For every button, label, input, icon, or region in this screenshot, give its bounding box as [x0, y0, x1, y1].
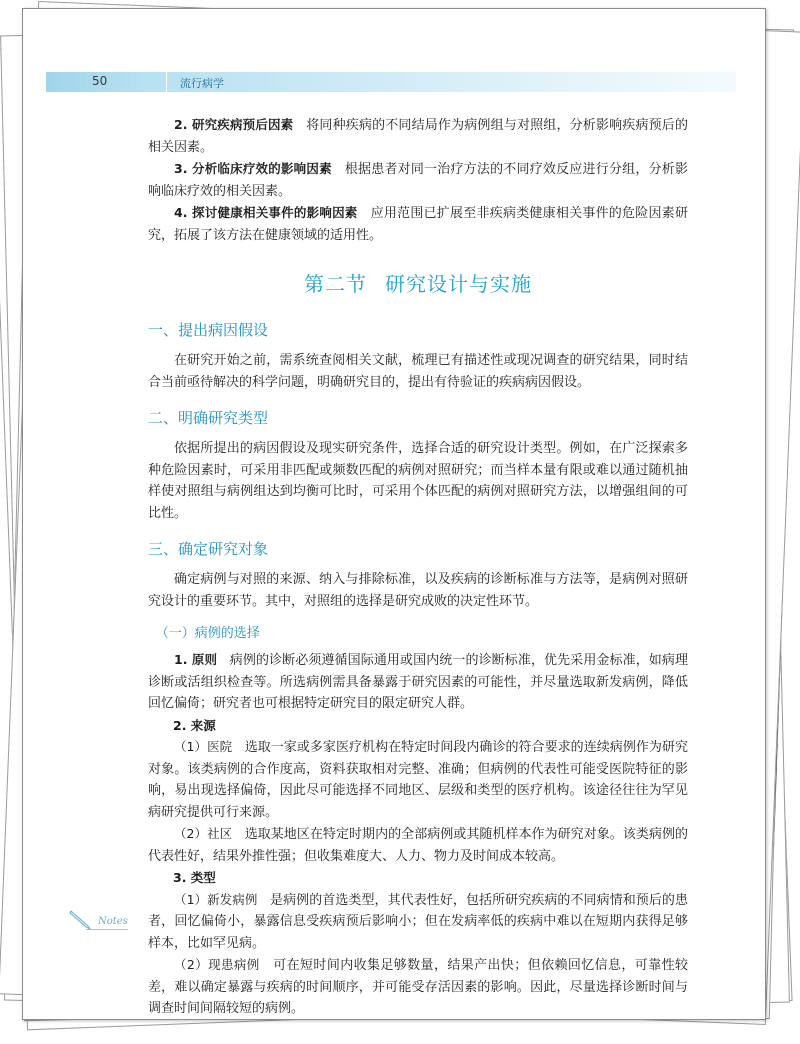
pencil-icon: [68, 908, 94, 930]
paragraph-hypothesis: 在研究开始之前，需系统查阅相关文献，梳理已有描述性或现况调查的研究结果，同时结合当前亟待解决的科学问题，明确研究目的，提出有待验证的疾病病因假设。: [148, 353, 688, 390]
paragraph-principle: 1. 原则 病例的诊断必须遵循国际通用或国内统一的诊断标准，优先采用金标准，如病理诊断或活组织检查等。所选病例需具备暴露于研究因素的可能性，并尽量选取新发病例，降低回忆偏倚；研究者也可根据特定研究目的限定研究人群。: [148, 652, 688, 711]
heading-hypothesis: 一、提出病因假设: [148, 321, 269, 339]
paragraph-source-hospital: （1）医院 选取一家或多家医疗机构在特定时间段内确诊的符合要求的连续病例作为研究对象。该类病例的合作度高，资料获取相对完整、准确；但病例的代表性可能受医院特征的影响，易出现选择偏倚，因此尽可能选择不同地区、层级和类型的医疗机构。该途径往往为罕见病研究提供可行来源。: [148, 739, 688, 820]
notes-marker: [68, 908, 128, 930]
paragraph-type-new: （1）新发病例 是病例的首选类型，其代表性好，包括所研究疾病的不同病情和预后的患者，回忆偏倚小，暴露信息受疾病预后影响小；但在发病率低的疾病中难以在短期内获得足够样本，比如罕见病。: [148, 891, 688, 951]
page-body: [148, 114, 688, 1020]
intro-item-4: 4. 探讨健康相关事件的影响因素 应用范围已扩展至非疾病类健康相关事件的危险因素研究，拓展了该方法在健康领域的适用性。: [148, 205, 688, 243]
paragraph-study-subjects: 确定病例与对照的来源、纳入与排除标准，以及疾病的诊断标准与方法等，是病例对照研究设计的重要环节。其中，对照组的选择是研究成败的决定性环节。: [148, 572, 688, 609]
paragraph-type-current: （2）现患病例 可在短时间内收集足够数量，结果产出快；但依赖回忆信息，可靠性较差，难以确定暴露与疾病的时间顺序，并可能受存活因素的影响。因此，尽量选择诊断时间与调查时间间隔较短的病例。: [148, 957, 688, 1016]
book-title: 流行病学: [180, 77, 224, 90]
subheading-type: 3. 类型: [173, 870, 216, 885]
subheading-source: 2. 来源: [173, 717, 216, 733]
page-number: 50: [92, 74, 108, 88]
notes-underline: [86, 929, 128, 930]
paragraph-source-community: （2）社区 选取某地区在特定时期内的全部病例或其随机样本作为研究对象。该类病例的代表性好，结果外推性强；但收集难度大、人力、物力及时间成本较高。: [148, 826, 688, 864]
page-header: [46, 72, 736, 92]
header-divider: [166, 72, 167, 92]
heading-study-type: 二、明确研究类型: [148, 409, 269, 427]
subheading-case-selection: （一）病例的选择: [155, 626, 260, 641]
heading-study-subjects: 三、确定研究对象: [148, 540, 269, 558]
section-title: 第二节 研究设计与实施: [304, 272, 532, 296]
paragraph-study-type: 依据所提出的病因假设及现实研究条件，选择合适的研究设计类型。例如，在广泛探索多种危险因素时，可采用非匹配或频数匹配的病例对照研究；而当样本量有限或难以通过随机抽样使对照组与病例组达到均衡可比时，可采用个体匹配的病例对照研究方法，以增强组间的可比性。: [148, 441, 688, 521]
intro-item-2: 2. 研究疾病预后因素 将同种疾病的不同结局作为病例组与对照组，分析影响疾病预后的相关因素。: [148, 117, 688, 155]
notes-label: Notes: [98, 916, 128, 927]
intro-item-3: 3. 分析临床疗效的影响因素 根据患者对同一治疗方法的不同疗效反应进行分组，分析影响临床疗效的相关因素。: [148, 161, 688, 199]
